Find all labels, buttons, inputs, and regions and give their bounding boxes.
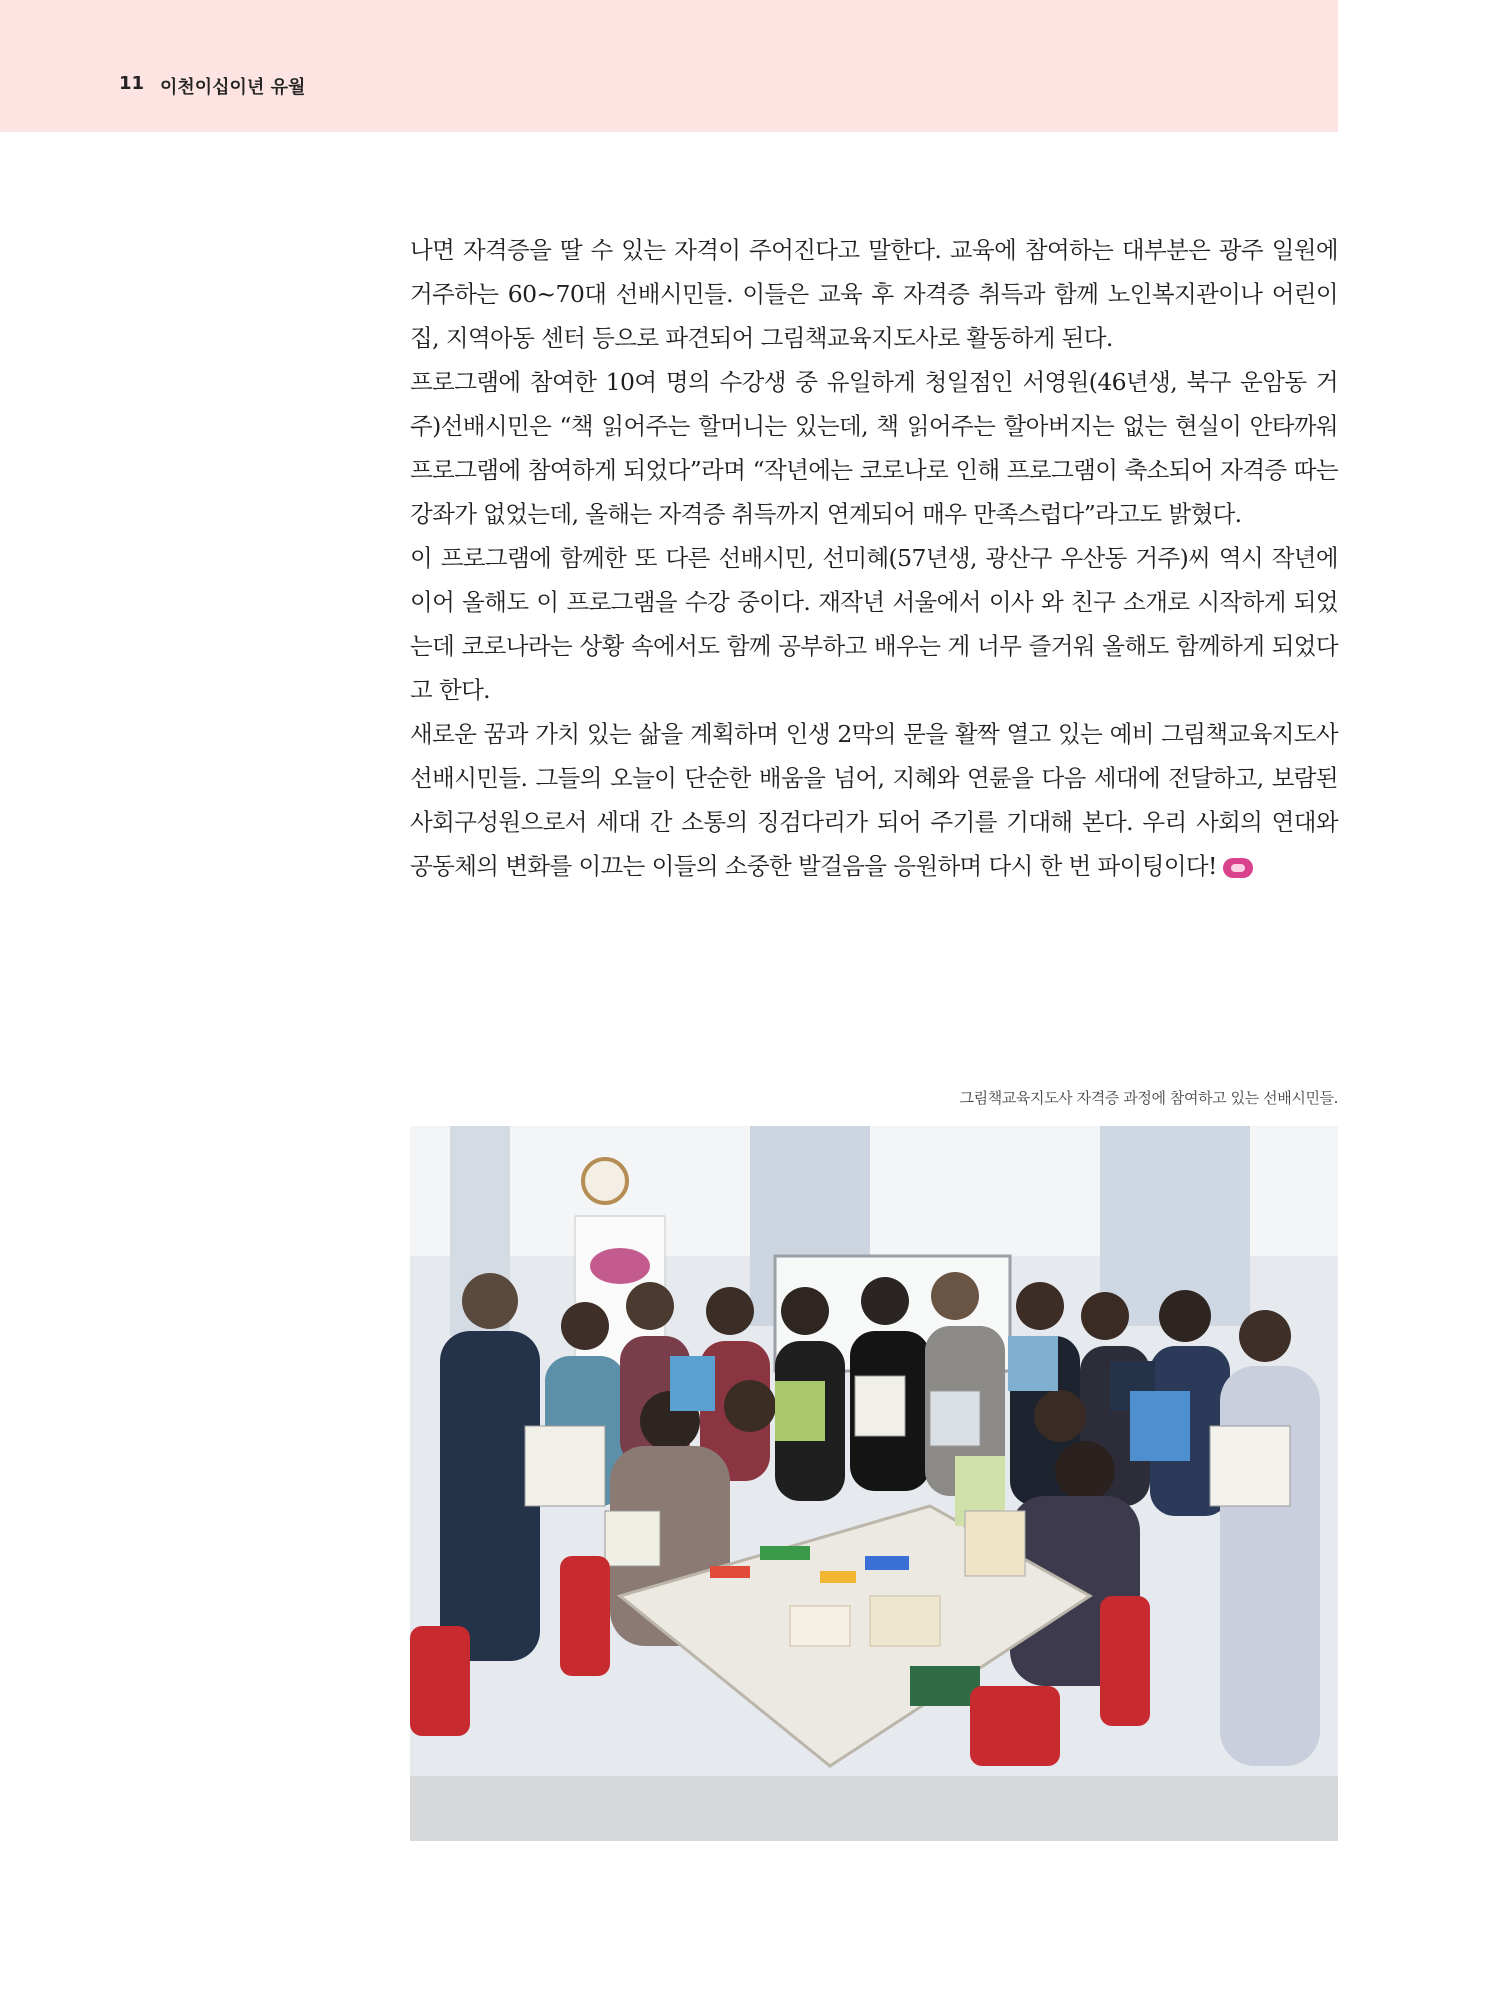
paragraph-4-text: 새로운 꿈과 가치 있는 삶을 계획하며 인생 2막의 문을 활짝 열고 있는 예비 그림책교육지도사 선배시민들. 그들의 오늘이 단순한 배움을 넘어, 지혜와 연륜을 다음 세대에 전달하고, 보람된 사회구성원으로서 세대 간 소통의 징검다리가 되어 주기를 기대해 본다. 우리 사회의 연대와 공동체의 변화를 이끄는 이들의 소중한 발걸음을 응원하며 다시 한 번 파이팅이다! [410,720,1338,880]
paragraph-1: 나면 자격증을 딸 수 있는 자격이 주어진다고 말한다. 교육에 참여하는 대부분은 광주 일원에 거주하는 60~70대 선배시민들. 이들은 교육 후 자격증 취득과 함께 노인복지관이나 어린이집, 지역아동 센터 등으로 파견되어 그림책교육지도사로 활동하게 된다. [410,236,1338,352]
paragraph-4 [410,712,1338,888]
paragraph-3: 이 프로그램에 함께한 또 다른 선배시민, 선미혜(57년생, 광산구 우산동 거주)씨 역시 작년에 이어 올해도 이 프로그램을 수강 중이다. 재작년 서울에서 이사 와 친구 소개로 시작하게 되었는데 코로나라는 상황 속에서도 함께 공부하고 배우는 게 너무 즐거워 올해도 함께하게 되었다고 한다. [410,544,1338,704]
end-mark-icon [1223,858,1253,878]
photo-caption: 그림책교육지도사 자격증 과정에 참여하고 있는 선배시민들. [959,1089,1338,1107]
header-band [0,0,1338,132]
article-body [410,228,1338,888]
group-photo-illustration [410,1126,1338,1841]
group-photo [410,1126,1338,1841]
page-number: 11 [119,73,145,94]
paragraph-2: 프로그램에 참여한 10여 명의 수강생 중 유일하게 청일점인 서영원(46년생, 북구 운암동 거주)선배시민은 “책 읽어주는 할머니는 있는데, 책 읽어주는 할아버지는 없는 현실이 안타까워 프로그램에 참여하게 되었다”라며 “작년에는 코로나로 인해 프로그램이 축소되어 자격증 따는 강좌가 없었는데, 올해는 자격증 취득까지 연계되어 매우 만족스럽다”라고도 밝혔다. [410,368,1338,528]
running-title: 이천이십이년 유월 [160,77,306,98]
